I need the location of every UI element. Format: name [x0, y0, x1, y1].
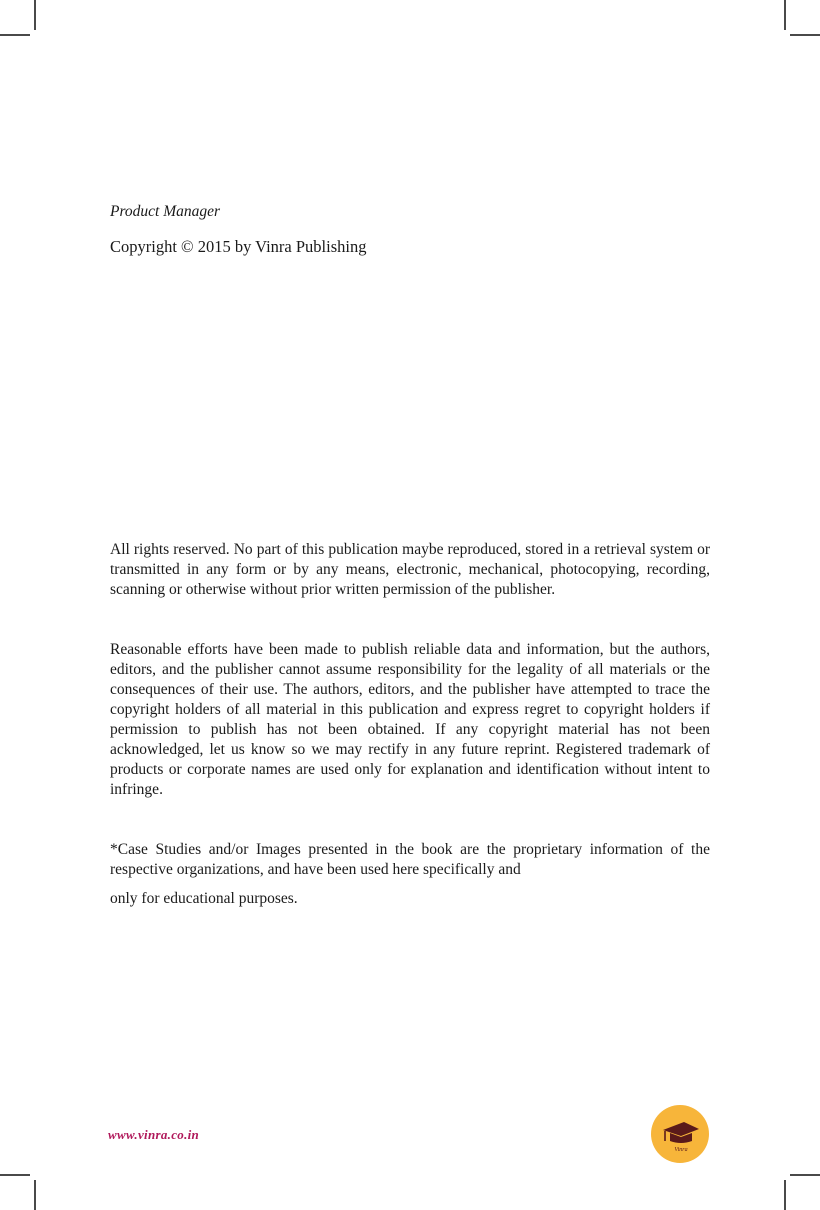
case-studies-paragraph-tail: only for educational purposes.: [110, 890, 298, 907]
rights-paragraph: All rights reserved. No part of this publication maybe reproduced, stored in a retrieval system or transmitted in any form or by any means, electronic, mechanical, photocopying, recording, scanning or otherwise without prior written permission of the publisher.: [110, 541, 710, 598]
crop-mark-bottom-right-vertical: [784, 1180, 786, 1210]
book-title: Product Manager: [110, 203, 221, 220]
crop-mark-top-left-horizontal: [0, 34, 30, 36]
copyright-line: Copyright © 2015 by Vinra Publishing: [110, 237, 367, 256]
case-studies-paragraph: *Case Studies and/or Images presented in the book are the proprietary information of the respective organizations, and have been used here specifically and: [110, 841, 710, 878]
crop-mark-top-right-horizontal: [790, 34, 820, 36]
disclaimer-paragraph: Reasonable efforts have been made to publish reliable data and information, but the authors, editors, and the publisher cannot assume responsibility for the legality of all materials or the consequences of their use. The authors, editors, and the publisher have attempted to trace the copyright holders of all material in this publication and express regret to copyright holders if permission to publish has not been obtained. If any copyright material has not been acknowledged, let us know so we may rectify in any future reprint. Registered trademark of products or corporate names are used only for explanation and identification without intent to infringe.: [110, 641, 710, 798]
publisher-url[interactable]: www.vinra.co.in: [108, 1127, 200, 1142]
crop-mark-bottom-left-vertical: [34, 1180, 36, 1210]
publisher-logo: [651, 1105, 709, 1163]
crop-mark-bottom-right-horizontal: [790, 1174, 820, 1176]
crop-mark-top-right-vertical: [784, 0, 786, 30]
graduation-cap-icon: [651, 1105, 709, 1163]
crop-mark-top-left-vertical: [34, 0, 36, 30]
svg-text:Vinra: Vinra: [674, 1147, 688, 1153]
crop-mark-bottom-left-horizontal: [0, 1174, 30, 1176]
